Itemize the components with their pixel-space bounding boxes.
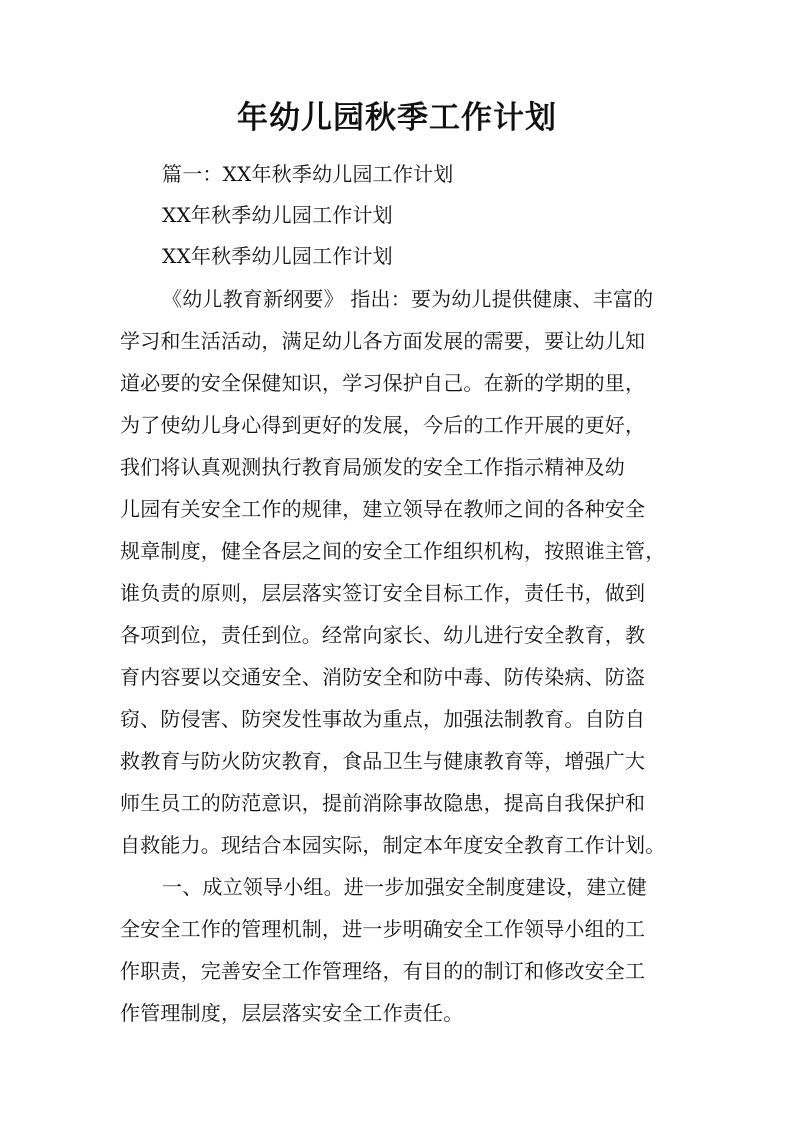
document-title: 年幼儿园秋季工作计划 bbox=[237, 100, 557, 136]
paragraph-line: 作管理制度，层层落实安全工作责任。 bbox=[120, 1001, 464, 1025]
paragraph-line: 儿园有关安全工作的规律，建立领导在教师之间的各种安全 bbox=[120, 497, 646, 521]
paragraph-line: 育内容要以交通安全、消防安全和防中毒、防传染病、防盗 bbox=[120, 665, 646, 689]
paragraph-line: 自救能力。现结合本园实际，制定本年度安全教育工作计划。 bbox=[120, 833, 666, 857]
paragraph-line: 各项到位，责任到位。经常向家长、幼儿进行安全教育，教 bbox=[120, 623, 646, 647]
subheading-line: XX年秋季幼儿园工作计划 bbox=[162, 203, 393, 227]
paragraph-line: 为了使幼儿身心得到更好的发展，今后的工作开展的更好， bbox=[120, 413, 646, 437]
paragraph-line: 全安全工作的管理机制，进一步明确安全工作领导小组的工 bbox=[120, 917, 646, 941]
paragraph-line: 一、成立领导小组。进一步加强安全制度建设，建立健 bbox=[162, 875, 647, 899]
paragraph-line: 谁负责的原则，层层落实签订安全目标工作，责任书，做到 bbox=[120, 581, 646, 605]
paragraph-line: 道必要的安全保健知识，学习保护自己。在新的学期的里， bbox=[120, 371, 646, 395]
subheading-line: 篇一：XX年秋季幼儿园工作计划 bbox=[162, 162, 454, 186]
paragraph-line: 作职责，完善安全工作管理络，有目的的制订和修改安全工 bbox=[120, 959, 646, 983]
subheading-line: XX年秋季幼儿园工作计划 bbox=[162, 244, 393, 268]
paragraph-line: 师生员工的防范意识，提前消除事故隐患，提高自我保护和 bbox=[120, 791, 646, 815]
paragraph-line: 救教育与防火防灾教育，食品卫生与健康教育等，增强广大 bbox=[120, 749, 646, 773]
paragraph-line: 规章制度，健全各层之间的安全工作组织机构，按照谁主管， bbox=[120, 539, 666, 563]
paragraph-line: 窃、防侵害、防突发性事故为重点，加强法制教育。自防自 bbox=[120, 707, 646, 731]
paragraph-line: 学习和生活活动，满足幼儿各方面发展的需要，要让幼儿知 bbox=[120, 329, 646, 353]
paragraph-line: 《幼儿教育新纲要》 指出：要为幼儿提供健康、丰富的 bbox=[162, 287, 654, 311]
paragraph-line: 我们将认真观测执行教育局颁发的安全工作指示精神及幼 bbox=[120, 455, 625, 479]
